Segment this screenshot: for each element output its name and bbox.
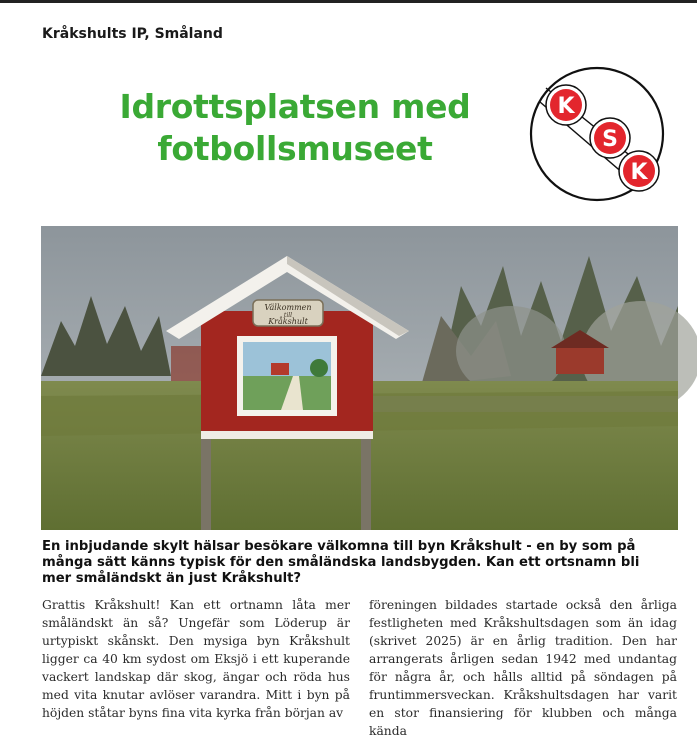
article-kicker: Kråkshults IP, Småland <box>42 26 223 42</box>
article-headline: Idrottsplatsen med fotbollsmuseet <box>119 87 471 168</box>
logo-letter-k1: K <box>557 94 575 119</box>
photo-sign-line-3: Kråkshult <box>268 317 308 326</box>
photo-sign-line-1: Välkommen <box>264 303 312 312</box>
photo-sign-line-2: till <box>283 312 293 319</box>
village-sign-photo <box>41 226 678 530</box>
body-column-right: föreningen bildades startade också den årliga festligheten med Kråkshultsdagen som än idag (skrivet 2025) är en årlig tradition. Den har arrangerats årligen sedan 1942 med undantag för några år, och hålls alltid på söndagen på fruntimmersveckan. Kråkshultsdagen har varit en stor finansiering för klubben och många kända <box>369 598 677 738</box>
logo-letter-k2: K <box>630 160 648 185</box>
body-column-left: Grattis Kråkshult! Kan ett ortnamn låta mer småländskt än så? Ungefär som Löderup är urtypiskt skånskt. Den mysiga byn Kråkshult ligger ca 40 km sydost om Eksjö i ett kuperande vackert landskap där skog, ängar och röda hus med vita knutar avlöser varandra. Mitt i byn på höjden ståtar byns fina vita kyrka från början av <box>42 598 350 720</box>
club-logo <box>526 58 668 210</box>
top-rule <box>0 0 697 3</box>
logo-letter-s: S <box>602 127 618 152</box>
photo-caption: En inbjudande skylt hälsar besökare välkomna till byn Kråkshult - en by som på många sätt känns typisk för den småländska landsbygden. Kan ett ortsnamn bli mer småländskt än just Kråkshult? <box>42 539 640 586</box>
